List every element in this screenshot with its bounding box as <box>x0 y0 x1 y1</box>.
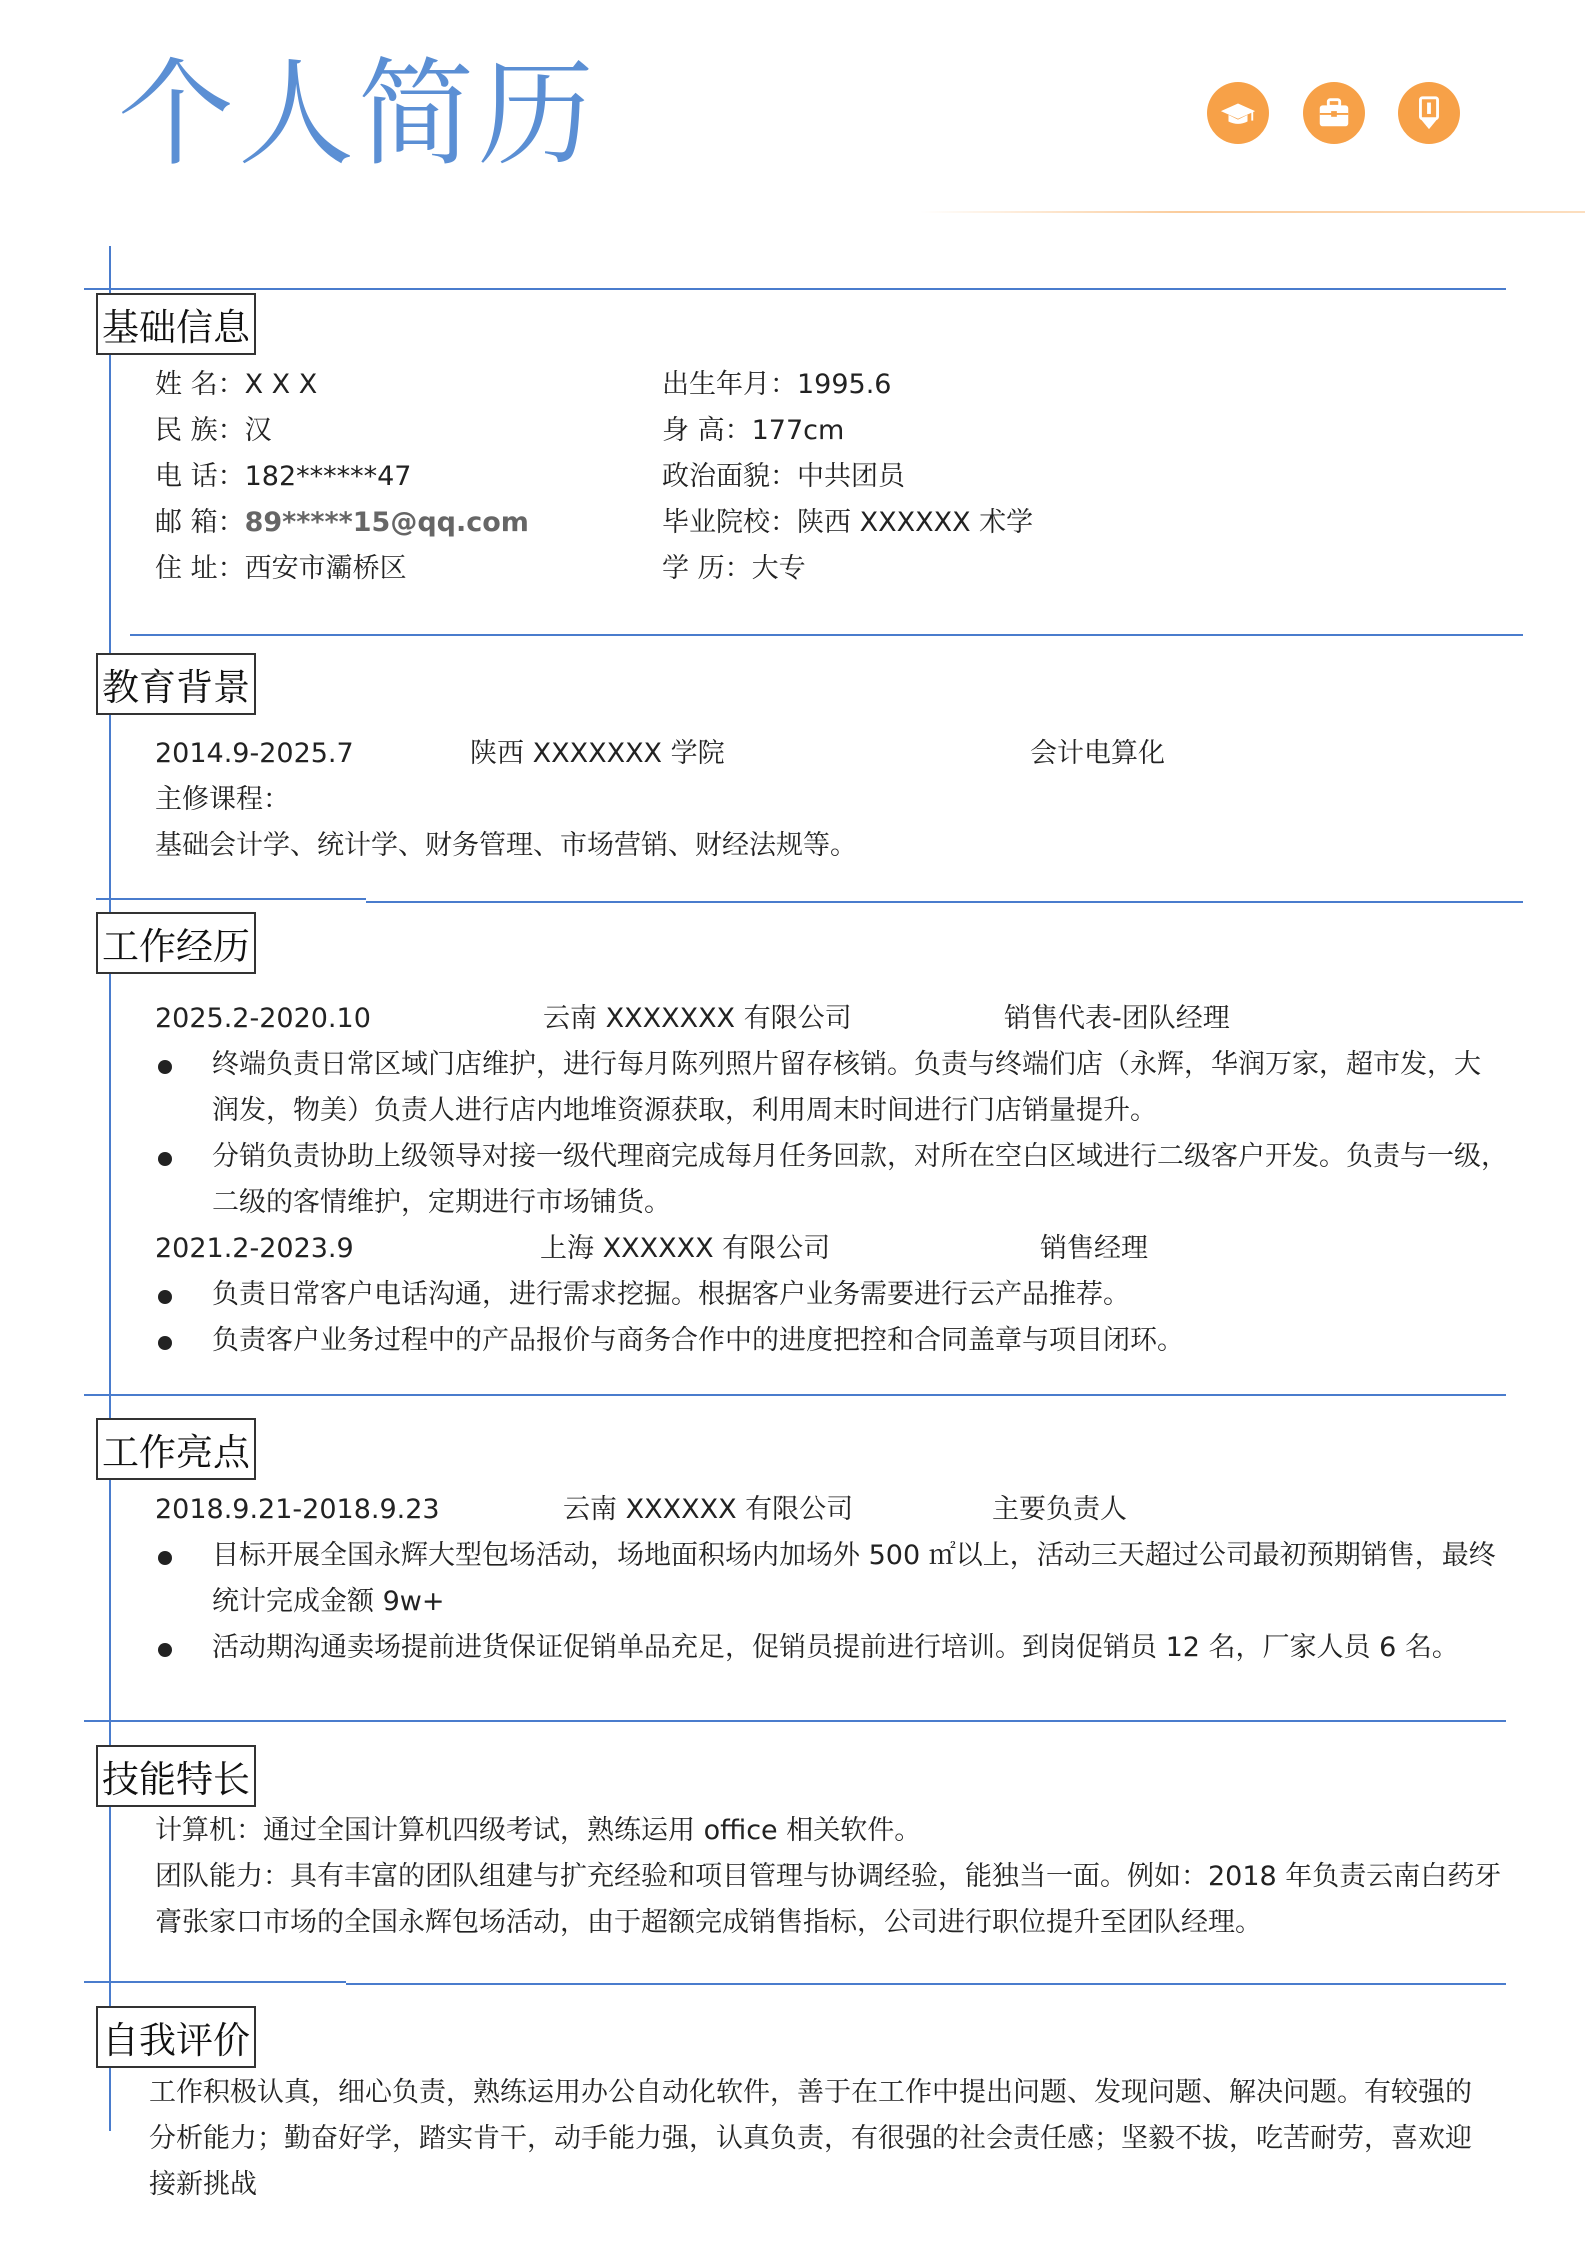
section-title-work: 工作经历 <box>96 912 256 974</box>
section-accent-work <box>96 898 366 900</box>
bullet-dot <box>158 1551 172 1565</box>
basic-right-row-5: 学 历：大专 <box>662 553 806 584</box>
job-2-period: 2021.2-2023.9 <box>155 1233 354 1264</box>
job-1-item-1-line-2: 润发，物美）负责人进行店内地堆资源获取，利用周末时间进行门店销量提升。 <box>212 1095 1157 1126</box>
education-period: 2014.9-2025.7 <box>155 738 354 769</box>
education-major: 会计电算化 <box>1030 738 1165 769</box>
basic-right-row-3: 政治面貌：中共团员 <box>662 461 905 492</box>
graduation-cap-icon <box>1207 82 1269 144</box>
bullet-dot <box>158 1336 172 1350</box>
skills-line-2: 团队能力：具有丰富的团队组建与扩充经验和项目管理与协调经验，能独当一面。例如：2018 年负责云南白药牙 <box>155 1861 1502 1892</box>
skills-line-1: 计算机：通过全国计算机四级考试，熟练运用 office 相关软件。 <box>155 1815 922 1846</box>
education-courses: 基础会计学、统计学、财务管理、市场营销、财经法规等。 <box>155 830 857 861</box>
bullet-dot <box>158 1152 172 1166</box>
bullet-dot <box>158 1290 172 1304</box>
self-eval-line-1: 工作积极认真，细心负责，熟练运用办公自动化软件，善于在工作中提出问题、发现问题、解决问题。有较强的 <box>149 2077 1472 2108</box>
section-title-basic: 基础信息 <box>96 293 256 355</box>
section-rule-work <box>366 901 1523 903</box>
job-1-role: 销售代表-团队经理 <box>1004 1003 1230 1034</box>
basic-right-row-4: 毕业院校：陕西 XXXXXX 术学 <box>662 507 1034 538</box>
basic-right-row-1: 出生年月：1995.6 <box>662 369 892 400</box>
section-accent-self <box>84 1981 346 1983</box>
section-rule-skills <box>84 1720 1506 1722</box>
job-1-item-2-line-1: 分销负责协助上级领导对接一级代理商完成每月任务回款，对所在空白区域进行二级客户开发。负责与一级， <box>212 1141 1508 1172</box>
self-eval-line-2: 分析能力；勤奋好学，踏实肯干，动手能力强，认真负责，有很强的社会责任感；坚毅不拔，吃苦耐劳，喜欢迎 <box>149 2123 1472 2154</box>
basic-left-row-4: 邮 箱：89*****15@qq.com <box>155 507 529 538</box>
section-title-self: 自我评价 <box>96 2006 256 2068</box>
job-1-company: 云南 XXXXXXX 有限公司 <box>543 1003 852 1034</box>
header-accent-rule <box>920 211 1585 213</box>
job-1-item-2-line-2: 二级的客情维护，定期进行市场铺货。 <box>212 1187 671 1218</box>
job-2-company: 上海 XXXXXX 有限公司 <box>540 1233 831 1264</box>
section-rule-self <box>346 1983 1506 1985</box>
section-title-highlights: 工作亮点 <box>96 1418 256 1480</box>
section-rule-basic <box>84 288 1506 290</box>
section-title-skills: 技能特长 <box>96 1745 256 1807</box>
bullet-dot <box>158 1060 172 1074</box>
job-2-role: 销售经理 <box>1040 1233 1148 1264</box>
self-eval-line-3: 接新挑战 <box>149 2169 257 2200</box>
section-title-education: 教育背景 <box>96 653 256 715</box>
highlight-role: 主要负责人 <box>992 1494 1127 1525</box>
pen-icon <box>1398 82 1460 144</box>
basic-left-row-2: 民 族：汉 <box>155 415 272 446</box>
left-vertical-rule <box>109 246 111 2131</box>
highlight-item-1-line-2: 统计完成金额 9w+ <box>212 1586 445 1617</box>
job-2-item-1: 负责日常客户电话沟通，进行需求挖掘。根据客户业务需要进行云产品推荐。 <box>212 1279 1130 1310</box>
section-rule-education <box>130 634 1523 636</box>
highlight-period: 2018.9.21-2018.9.23 <box>155 1494 440 1525</box>
skills-line-3: 膏张家口市场的全国永辉包场活动，由于超额完成销售指标，公司进行职位提升至团队经理。 <box>155 1907 1262 1938</box>
bullet-dot <box>158 1643 172 1657</box>
page-title: 个人简历 <box>118 47 598 182</box>
highlight-item-2: 活动期沟通卖场提前进货保证促销单品充足，促销员提前进行培训。到岗促销员 12 名，厂家人员 6 名。 <box>212 1632 1459 1663</box>
basic-left-row-5: 住 址：西安市灞桥区 <box>155 553 407 584</box>
section-rule-highlights <box>84 1394 1506 1396</box>
education-courses-label: 主修课程： <box>155 784 290 815</box>
highlight-company: 云南 XXXXXX 有限公司 <box>563 1494 854 1525</box>
job-2-item-2: 负责客户业务过程中的产品报价与商务合作中的进度把控和合同盖章与项目闭环。 <box>212 1325 1184 1356</box>
highlight-item-1-line-1: 目标开展全国永辉大型包场活动，场地面积场内加场外 500 ㎡以上，活动三天超过公司最初预期销售，最终 <box>212 1540 1496 1571</box>
basic-left-row-1: 姓 名：X X X <box>155 369 318 400</box>
job-1-item-1-line-1: 终端负责日常区域门店维护，进行每月陈列照片留存核销。负责与终端们店（永辉，华润万家，超市发，大 <box>212 1049 1481 1080</box>
job-1-period: 2025.2-2020.10 <box>155 1003 371 1034</box>
basic-right-row-2: 身 高：177cm <box>662 415 845 446</box>
education-school: 陕西 XXXXXXX 学院 <box>470 738 725 769</box>
basic-left-row-3: 电 话：182******47 <box>155 461 412 492</box>
briefcase-icon <box>1303 82 1365 144</box>
